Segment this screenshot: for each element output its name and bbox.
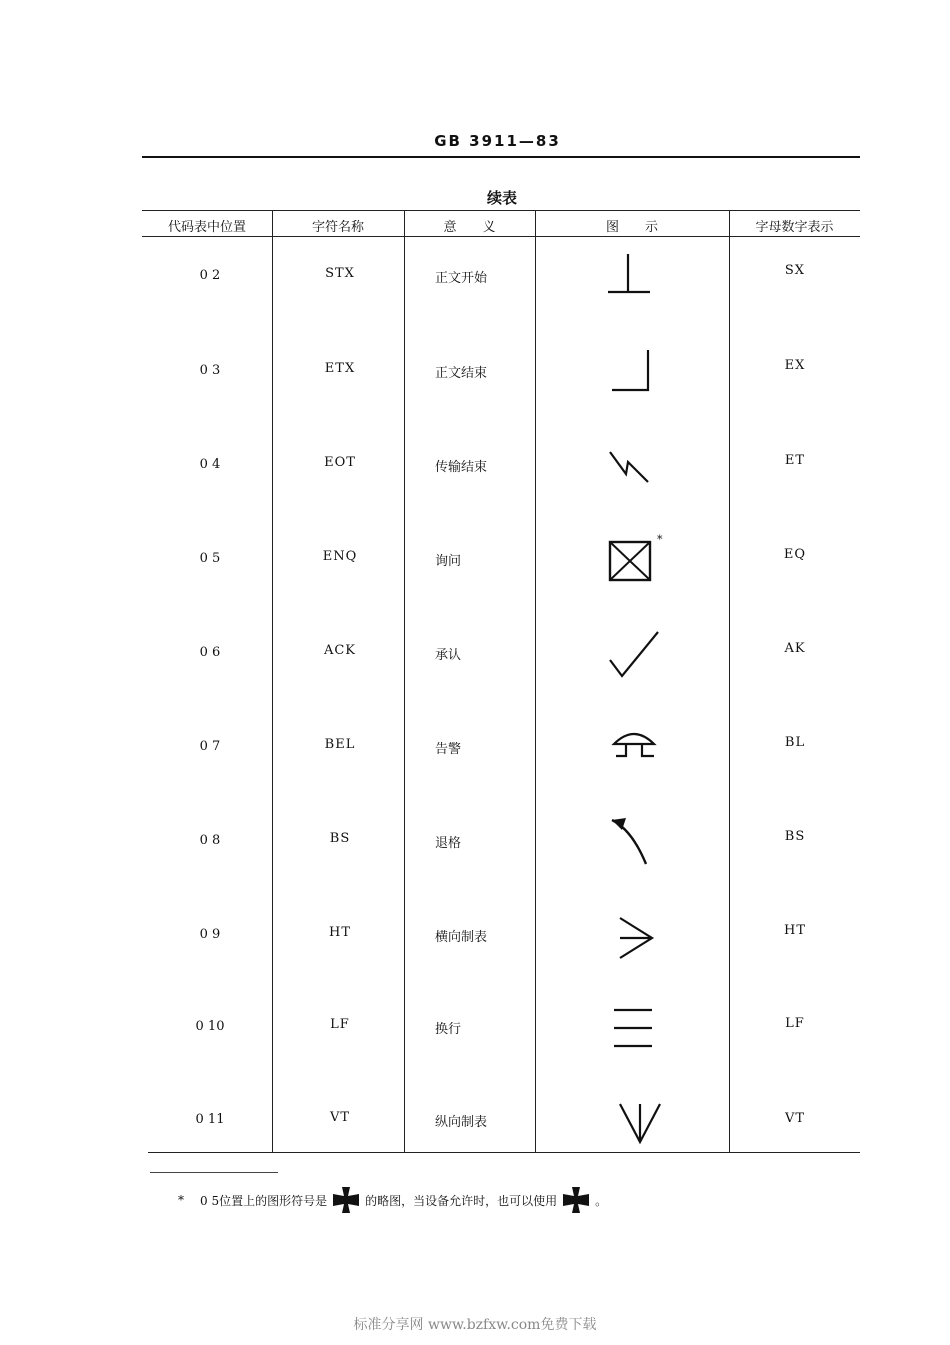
enq-full-symbol-icon: [331, 1185, 361, 1215]
meaning: 告警: [435, 742, 462, 757]
alphanumeric-code: BL: [784, 735, 806, 750]
column-header-char-name: 字符名称: [311, 220, 364, 235]
char-name: ACK: [323, 643, 357, 658]
column-divider: [729, 210, 730, 1152]
code-position: 0 2: [199, 268, 221, 283]
bell-symbol: [600, 720, 670, 780]
column-header-code-position: 代码表中位置: [167, 220, 246, 235]
code-position: 0 10: [195, 1019, 225, 1034]
footnote-marker: *: [657, 533, 663, 546]
enq-full-symbol-icon: [561, 1185, 591, 1215]
header-rule: [142, 156, 860, 158]
code-position: 0 5: [199, 551, 221, 566]
backspace-symbol: [600, 812, 670, 872]
char-name: STX: [325, 266, 355, 281]
footnote-text: 的略图，当设备允许时，也可以使用: [365, 1193, 558, 1208]
code-position: 0 9: [199, 927, 221, 942]
column-divider: [272, 210, 273, 1152]
standard-number: GB 3911—83: [434, 132, 561, 150]
footnote-rule: [150, 1172, 278, 1173]
column-header-meaning: 意 义: [443, 220, 496, 235]
alphanumeric-code: BS: [784, 829, 806, 844]
end-of-text-symbol: [600, 344, 670, 404]
line-feed-symbol: [600, 1000, 670, 1060]
char-name: BEL: [324, 737, 356, 752]
char-name: EOT: [324, 455, 356, 470]
alphanumeric-code: SX: [784, 263, 806, 278]
alphanumeric-code: AK: [784, 641, 806, 656]
code-position: 0 6: [199, 645, 221, 660]
table-top-rule: [142, 210, 860, 211]
acknowledge-symbol: [600, 626, 670, 686]
table-bottom-rule: [148, 1152, 860, 1153]
table-header-rule: [142, 236, 860, 237]
meaning: 纵向制表: [435, 1115, 488, 1130]
meaning: 正文开始: [435, 271, 488, 286]
meaning: 询问: [435, 554, 462, 569]
meaning: 横向制表: [435, 930, 488, 945]
char-name: VT: [329, 1110, 351, 1125]
footer-watermark: 标准分享网 www.bzfxw.com免费下载: [353, 1317, 597, 1333]
code-position: 0 8: [199, 833, 221, 848]
char-name: ETX: [324, 361, 356, 376]
horizontal-tab-symbol: [600, 908, 670, 968]
footnote: [178, 1185, 607, 1215]
char-name: BS: [329, 831, 351, 846]
code-position: 0 11: [195, 1112, 225, 1127]
alphanumeric-code: EX: [784, 358, 806, 373]
column-header-graphic: 图 示: [605, 220, 658, 235]
footnote-marker: *: [178, 1193, 184, 1207]
char-name: LF: [330, 1017, 350, 1032]
alphanumeric-code: HT: [783, 923, 806, 938]
alphanumeric-code: EQ: [783, 547, 807, 562]
end-of-transmission-symbol: [600, 438, 670, 498]
char-name: HT: [328, 925, 351, 940]
alphanumeric-code: VT: [784, 1111, 806, 1126]
table-caption: 续表: [486, 189, 517, 207]
column-divider: [535, 210, 536, 1152]
alphanumeric-code: LF: [785, 1016, 805, 1031]
meaning: 传输结束: [435, 460, 488, 475]
meaning: 承认: [435, 648, 462, 663]
footnote-text: 。: [595, 1193, 608, 1208]
column-header-alphanumeric: 字母数字表示: [755, 220, 834, 235]
code-position: 0 7: [199, 739, 221, 754]
char-name: ENQ: [322, 549, 358, 564]
meaning: 退格: [435, 836, 462, 851]
start-of-text-symbol: [600, 248, 670, 308]
code-position: 0 4: [199, 457, 221, 472]
vertical-tab-symbol: [600, 1094, 670, 1154]
column-divider: [404, 210, 405, 1152]
footnote-text: 0 5位置上的图形符号是: [200, 1193, 328, 1208]
code-position: 0 3: [199, 363, 221, 378]
meaning: 换行: [435, 1022, 462, 1037]
alphanumeric-code: ET: [784, 453, 806, 468]
meaning: 正文结束: [435, 366, 488, 381]
